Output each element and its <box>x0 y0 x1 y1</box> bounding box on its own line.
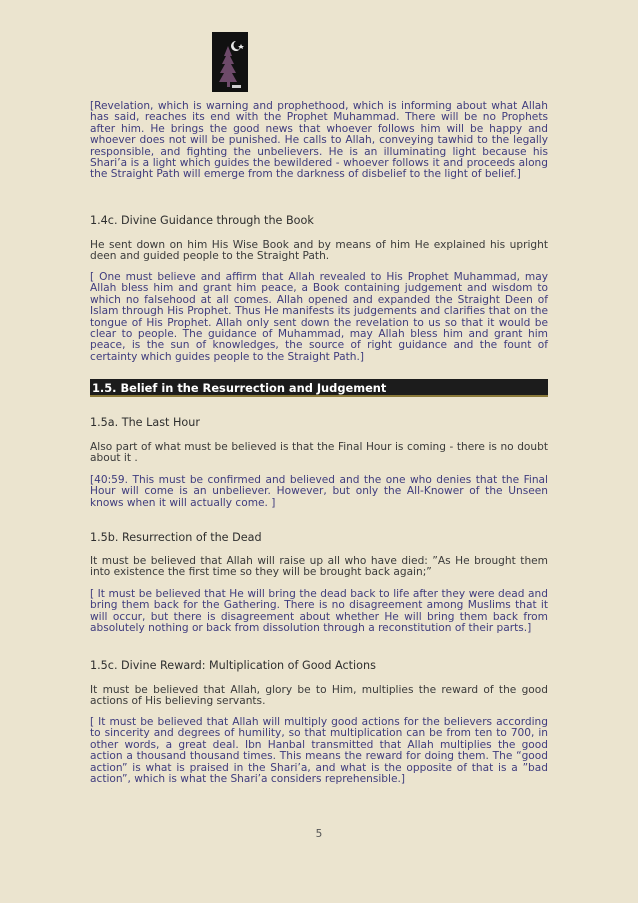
paragraph-divine-reward: It must be believed that Allah, glory be to Him, multiplies the reward of the good actions of His believing servants. <box>90 684 548 708</box>
tree-crescent-logo <box>212 32 248 92</box>
commentary-last-hour: [40:59. This must be confirmed and believed and the one who denies that the Final Hour will come is an unbeliever. However, but only the All-Knower of the Unseen knows when it will actually come. ] <box>90 474 548 509</box>
paragraph-last-hour: Also part of what must be believed is that the Final Hour is coming - there is no doubt about it . <box>90 441 548 465</box>
heading-1-5a: 1.5a. The Last Hour <box>90 416 200 429</box>
paragraph-resurrection: It must be believed that Allah will raise up all who have died: ”As He brought them into existence the first time so they will be brought back again;” <box>90 555 548 579</box>
commentary-resurrection: [ It must be believed that He will bring the dead back to life after they were dead and bring them back for the Gathering. There is no disagreement among Muslims that it will occur, but there is disagreement about whether He will bring them back from absolutely nothing or back from dissolution through a reconstitution of their parts.] <box>90 588 548 635</box>
paragraph-divine-guidance: He sent down on him His Wise Book and by means of him He explained his upright deen and guided people to the Straight Path. <box>90 239 548 263</box>
heading-1-5c: 1.5c. Divine Reward: Multiplication of Good Actions <box>90 659 376 672</box>
heading-1-4c: 1.4c. Divine Guidance through the Book <box>90 214 314 227</box>
commentary-divine-guidance: [ One must believe and affirm that Allah revealed to His Prophet Muhammad, may Allah bless him and grant him peace, a Book containing judgement and wisdom to which no falsehood at all comes. Allah opened and expanded the Straight Deen of Islam through His Prophet. Thus He manifests its judgements and clarifies that on the tongue of His Prophet. Allah only sent down the revelation to us so that it would be clear to people. The guidance of Muhammad, may Allah bless him and grant him peace, is the sun of knowledges, the source of right guidance and the fount of certainty which guides people to the Straight Path.] <box>90 271 548 363</box>
commentary-revelation: [Revelation, which is warning and prophethood, which is informing about what Allah has said, reaches its end with the Prophet Muhammad. There will be no Prophets after him. He brings the good news that whoever follows him will be happy and whoever does not will be punished. He calls to Allah, conveying tawhid to the legally responsible, and fighting the unbelievers. He is an illuminating light because his Shari’a is a light which guides the bewildered - whoever follows it and proceeds along the Straight Path will emerge from the darkness of disbelief to the light of belief.] <box>90 100 548 181</box>
commentary-divine-reward: [ It must be believed that Allah will multiply good actions for the believers according to sincerity and degrees of humility, so that multiplication can be from ten to 700, in other words, a great deal. Ibn Hanbal transmitted that Allah multiplies the good action a thousand thousand times. This means the reward for doing them. The “good action” is what is praised in the Shari’a, and what is the opposite of that is a ”bad action”, which is what the Shari’a considers reprehensible.] <box>90 716 548 786</box>
section-header-1-5: 1.5. Belief in the Resurrection and Judgement <box>90 379 548 397</box>
heading-1-5b: 1.5b. Resurrection of the Dead <box>90 531 262 544</box>
page-number: 5 <box>315 828 323 840</box>
